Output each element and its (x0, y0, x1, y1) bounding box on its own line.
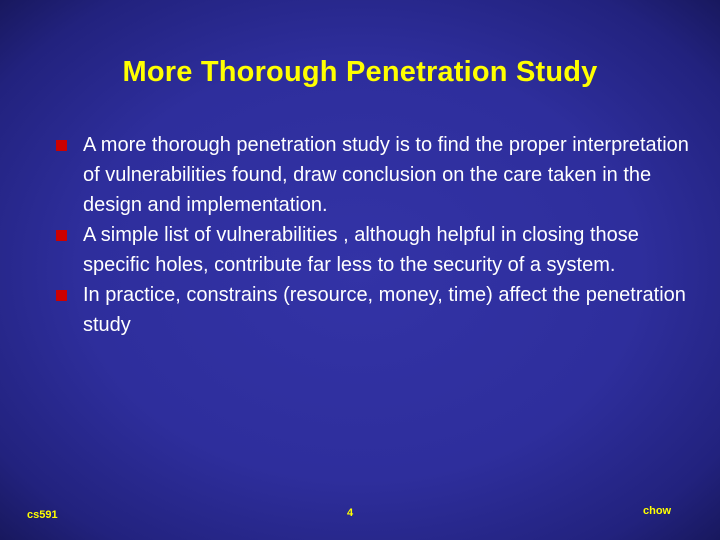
footer-course-code: cs591 (27, 509, 58, 521)
bullet-text: A more thorough penetration study is to find the proper interpretation of vulnerabilities found, draw conclusion on the care taken in the design and implementation. (83, 134, 689, 216)
bullet-text: In practice, constrains (resource, money, time) affect the penetration study (83, 284, 686, 336)
bullet-item (54, 130, 694, 220)
bullet-square-icon (56, 140, 67, 151)
bullet-list (54, 130, 694, 340)
bullet-item (54, 220, 694, 280)
slide-title: More Thorough Penetration Study (122, 56, 598, 88)
footer-author: chow (643, 505, 672, 517)
footer-page-number: 4 (347, 507, 354, 519)
bullet-item (54, 280, 694, 340)
bullet-text: A simple list of vulnerabilities , although helpful in closing those specific holes, contribute far less to the security of a system. (83, 224, 639, 276)
bullet-square-icon (56, 230, 67, 241)
bullet-square-icon (56, 290, 67, 301)
